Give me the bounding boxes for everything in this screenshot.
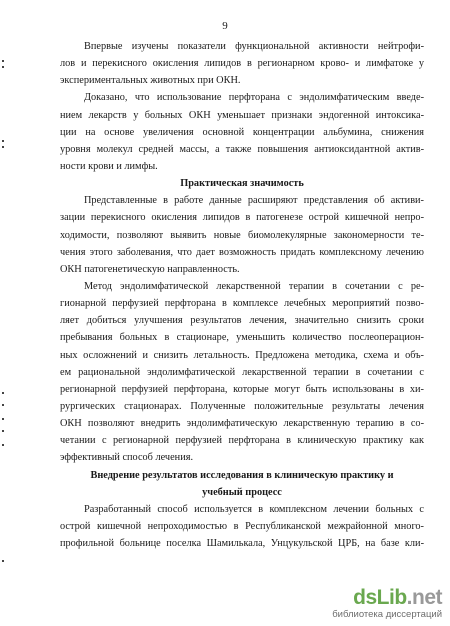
section-heading: Внедрение результатов исследования в клиническую практику и — [90, 469, 394, 481]
logo-suffix: .net — [406, 586, 442, 609]
text-line: рургических стационарах. Полученные положительные результаты лечения — [60, 400, 424, 412]
margin-mark — [2, 392, 4, 394]
margin-mark — [2, 418, 4, 420]
margin-mark — [2, 66, 4, 68]
margin-mark — [2, 60, 4, 62]
margin-mark — [2, 430, 4, 432]
text-line: Разработанный способ используется в комплексном лечении больных с — [84, 503, 424, 515]
margin-mark — [2, 560, 4, 562]
margin-mark — [2, 444, 4, 446]
section-heading: Практическая значимость — [180, 178, 304, 190]
text-line: ляет добиться улучшения результатов лечения, значительно снизить сроки — [60, 315, 424, 327]
document-body — [60, 38, 424, 552]
text-line: эффективный способ лечения. — [60, 452, 194, 464]
dslib-logo — [353, 586, 442, 610]
text-line: регионарной перфузией перфторана, которые могут быть использованы в хи- — [60, 383, 424, 395]
text-line: четании с регионарной перфузией перфторана в клиническую практику как — [60, 435, 424, 447]
text-line: гионарной перфузией перфторана в комплексе лечебных мероприятий позво- — [60, 298, 424, 310]
section-heading: учебный процесс — [202, 486, 282, 498]
text-line: ОКН позволяют внедрить эндолимфатическую лекарственную терапию в со- — [60, 418, 424, 430]
text-line: пребывания больных в стационаре, уменьшить количество послеоперацион- — [60, 332, 424, 344]
text-line: лов и перекисного окисления липидов в регионарном крово- и лимфатоке у — [60, 58, 424, 70]
margin-mark — [2, 140, 4, 142]
logo-main: dsLib — [353, 586, 407, 609]
text-line: ем рациональной эндолимфатической лекарственной терапии в сочетании с — [60, 366, 424, 378]
text-line: чения этого заболевания, что дает возможность придать комплексному лечению — [60, 246, 424, 258]
left-margin-marks — [0, 0, 8, 626]
text-line: ности крови и лимфы. — [60, 160, 158, 172]
text-line: Доказано, что использование перфторана с эндолимфатическим введе- — [84, 92, 424, 104]
watermark-caption: библиотека диссертаций — [332, 609, 442, 620]
text-line: зации перекисного окисления липидов в патогенезе острой кишечной непро- — [60, 212, 424, 224]
text-line: нием лекарств у больных ОКН уменьшает признаки эндогенной интоксика- — [60, 109, 424, 121]
dslib-watermark — [302, 586, 442, 620]
margin-mark — [2, 146, 4, 148]
text-line: ных осложнений и снизить летальность. Предложена методика, схема и объ- — [60, 349, 424, 361]
margin-mark — [2, 404, 4, 406]
text-line: ции на основе увеличения основной концентрации альбумина, снижения — [60, 126, 424, 138]
text-line: ОКН патогенетическую направленность. — [60, 263, 240, 275]
text-line: экспериментальных животных при ОКН. — [60, 75, 241, 87]
text-line: Метод эндолимфатической лекарственной терапии в сочетании с ре- — [84, 280, 424, 292]
text-line: Представленные в работе данные расширяют представления об активи- — [84, 195, 424, 207]
text-line: Впервые изучены показатели функциональной активности нейтрофи- — [84, 41, 424, 52]
text-line: ходимости, позволяют выявить новые биомолекулярные закономерности те- — [60, 229, 424, 241]
page-number: 9 — [222, 20, 228, 32]
text-line: профильной больнице поселка Шамилькала, Унцукульской ЦРБ, на базе кли- — [60, 538, 424, 550]
text-line: острой кишечной непроходимостью в Республиканской межрайонной много- — [60, 520, 424, 532]
text-line: уровня молекул средней массы, а также повышения антиоксидантной актив- — [60, 143, 424, 155]
